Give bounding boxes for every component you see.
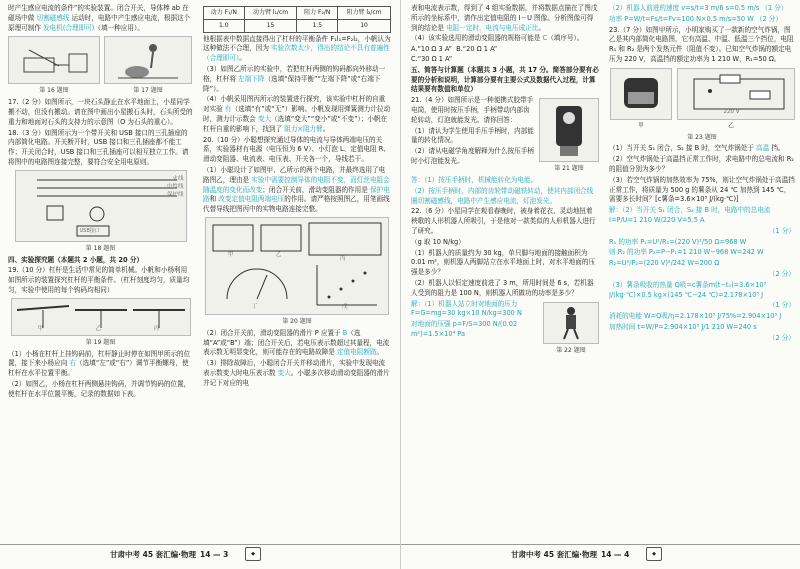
q21-text: 21.（4 分）如图所示是一种便携式胶带手电筒，使用时按压手柄，手柄带动内部齿轮转动，灯泡就能发光。请你回答： (411, 96, 534, 124)
fig21-caption: 第 21 题图 (554, 165, 584, 173)
figure-21 (539, 98, 599, 162)
column-4 (609, 4, 795, 532)
q19-2: （2）如图乙，小杨在杠杆两侧悬挂钩码，并调节钩码的位置，使杠杆在水平位置平衡，记录的数据如下表。 (8, 379, 191, 398)
air-fryer-icon (616, 72, 666, 116)
column-1 (8, 4, 193, 532)
q20-1: （1）小聪设计了如图甲、乙所示的两个电路，并最终选用了电路图乙，理由是 实验中需要控制导体的电阻不变，而灯丝电阻会随温度的变化而改变；闭合开关前，滑动变阻器的作用是 保护电路和 改变定值电阻两端电压的作用。请严格按照图乙，用笔画线代替导线把图丙中的实物电路连接完整。 (203, 165, 390, 214)
label-bing: 丙 (340, 255, 346, 262)
label-yi: 乙 (276, 251, 282, 258)
column-3 (411, 4, 599, 532)
person-lifting-rock (113, 40, 183, 80)
magnet-circuit-diagram (14, 40, 94, 80)
q21-2: （2）请从电磁学角度解释为什么按压手柄时小灯泡能发光。 (411, 147, 534, 165)
label-live-wire: 火线 (172, 175, 184, 182)
air-fryer-photo (610, 68, 672, 120)
fig17-caption: 第 17 题图 (133, 87, 163, 95)
hand-flashlight-photo (544, 102, 594, 158)
q22-answer-block (411, 300, 599, 358)
fig20-caption: 第 20 题图 (282, 317, 312, 325)
footer-title: 甘肃中考 45 套汇编·物理 (110, 549, 197, 559)
robot-dancing-photo (548, 305, 594, 341)
q22-given: （g 取 10 N/kg） (411, 237, 465, 246)
fig16-caption: 第 16 题图 (39, 87, 69, 95)
q22-2: （2）机器人以恒定速度前进了 3 m，所用时间是 6 s，若机器人受到的阻力是 100 N，则机器人所做功的功率是多少？ (411, 278, 594, 297)
q16-text: 时产生感应电流的条件”的实验装置。闭合开关，导体棒 ab 在磁场中做 切割磁感线 运动时，电路中产生感应电流，根据这个原理可制作 发电机(合理即可)（填一种应用）。 (8, 4, 191, 32)
q20-3-cont: 表和电流表示数，得到了 4 组实验数据，并将数据点描在了图戊所示的坐标系中，请作出定值电阻的 I－U 图像。分析图像可得到的结论是 电阻一定时，电流与电压成正比。 (411, 4, 598, 32)
q22-text: 22.（6 分）小星同学在观看春晚时，被身着花衣、灵动地扭着秧歌的人形机器人所吸引，于是他对一款类似的人形机器人进行了研究。 (411, 207, 596, 235)
label-wu: 戊 (342, 304, 348, 311)
q22-answer-1: 解：（1）机器人站立时对地面的压力 F=G=mg=30 kg×10 N/kg=300 N (411, 299, 522, 318)
q23-3: （3）若空气炸锅的加热效率为 75%，则让空气炸锅处于高温挡正常工作，将质量为 500 g 的薯条从 24 ℃ 加热到 145 ℃，需要多长时间？[c薯条=3.6×10³ J/(kg·℃)] (609, 175, 795, 204)
right-footer (401, 544, 800, 563)
q17-text: 17.（2 分）如图所示，一块石头静止在水平地面上，小星同学搬不动，但没有搬动。请在图中画出小星搬石头时，石头所受的重力和地面对石头的支持力的示意图（O 为石头的重心）。 (8, 98, 193, 126)
q22-1: （1）机器人的质量约为 30 kg，单只脚与地面的接触面积为 0.01 m²，则机器人两脚站立在水平地面上时，对水平地面的压强是多少？ (411, 248, 596, 277)
q22-answer-2: 对地面的压强 p=F/S=300 N/(0.02 m²)=1.5×10⁴ Pa (411, 320, 518, 338)
q20-3: （3）排除故障后，小聪闭合开关并移动滑片，实验中发现电流表示数变大时电压表示数 变大。小聪多次移动滑动变阻器的滑片并记下对应的电 (203, 359, 390, 387)
figure-17 (104, 36, 192, 84)
q19-4: （4）小帆采用图丙所示的装置进行探究，该实验中杠杆的自重对实验 有（选填“有”或“无”）影响。小帆发现用弹簧测力计拉动时，测力计示数会 变大（选填“变大”“变小”或“不变”）；小帆在杠杆自重的影响下，找到了 阻力×阻力臂。 (203, 95, 391, 133)
q21-block (411, 96, 599, 176)
circuit-and-graph-diagrams (207, 219, 387, 313)
label-neutral-wire: 中性线 (166, 183, 184, 190)
fig16-17-row (8, 34, 193, 98)
footer-page-number: 14 — 3 (200, 549, 229, 559)
publisher-logo-icon: ◆ (646, 547, 662, 561)
q20-text: 20.（10 分）小聪想探究通过导体的电流与导体两端电压的关系，实验器材有电源（电压恒为 6 V）、小灯泡 L、定值电阻 R、滑动变阻器、电流表、电压表、开关各一个，导线若干。 (203, 135, 390, 164)
q23-text: 23.（7 分）如图甲所示，小明家购买了一款新的空气炸锅，图乙是其内部简化电路图，它有高温、中温、低温三个挡位，电阻 R₁ 和 R₂ 是两个发热元件（阻值不变）。已知空气炸锅的额定电压为 220 V，高温挡的额定功率为 1 210 W，R₁=50 Ω。 (609, 25, 794, 63)
q22-answer-3: （2）机器人前进的速度 v=s/t=3 m/6 s=0.5 m/s （1 分） (609, 4, 788, 12)
voltage-label: 220 V (723, 108, 740, 115)
fig18-caption: 第 18 题图 (85, 244, 116, 252)
fig19-caption: 第 19 题图 (85, 338, 116, 346)
q23-1: （1）当开关 S₁ 闭合，S₂ 接 B 时，空气炸锅处于 高温 挡。 (609, 144, 785, 153)
left-footer (0, 544, 400, 563)
column-2 (203, 4, 391, 532)
right-page (400, 0, 800, 569)
label-bing: 丙 (153, 325, 160, 332)
q23-2: （2）空气炸锅处于高温挡正常工作时，求电路中的总电流和 R₂ 的阻值分别为多少？ (609, 155, 794, 173)
figure-23 (609, 66, 795, 122)
publisher-logo-icon: ◆ (245, 547, 261, 561)
figure-18 (15, 170, 187, 242)
q20-4-options: A.“10 Ω 3 A” B.“20 Ω 1 A” C.“30 Ω 1 A” (411, 45, 498, 63)
label-ground-wire: 保护线 (166, 191, 184, 198)
q19-1: （1）小杨在杠杆上挂钩码前，杠杆静止时停在如图甲所示的位置，接下来小杨应向 右（选填“左”或“右”）调节平衡螺母，使杠杆在水平位置平衡。 (8, 349, 191, 378)
label-usb: USB接口 (79, 227, 100, 234)
q21-answer-2: （2）按压手柄时，内部的齿轮带动磁铁转动，使其内部闭合线圈切割磁感线，电路中产生感应电流，灯泡发光。 (411, 186, 594, 205)
footer-page-number: 14 — 4 (601, 549, 630, 559)
q19-text: 19.（10 分）杠杆是生活中常见的简单机械。小帆和小杨利用如图所示的装置探究杠杆的平衡条件。（杠杆刻度均匀，质量均匀，实验中使用的每个钩码均相同） (8, 266, 190, 294)
q19-3: （3）如图乙所示的实验中，若把杠杆两侧的钩码都向外移动一格，杠杆将 左端下降（选填“保持平衡”“左端下降”或“右端下降”）。 (203, 64, 386, 93)
fig23-sublabels: 甲 乙 (638, 122, 734, 129)
fig22-caption: 第 22 题图 (556, 346, 586, 354)
lever-data-table: 动力 F₁/N 动力臂 l₁/cm 阻力 F₂/N 阻力臂 l₂/cm 1.0 15 1.5 10 (203, 6, 391, 33)
q23-answers: 解：（2）当开关 S₁ 闭合，S₂ 接 B 时，电路中的总电流 I=P/U=1 210 W/220 V=5.5 A （1 分） R₁ 的功率 P₁=U²/R₁=(220 V)²/50 Ω=968 W 则 R₂ 的功率 P₂=P−P₁=1 210 W−968 W=242 W R₂=U²/P₂=(220 V)²/242 W=200 Ω （2 分） （3）薯条吸收的热量 Q吸=c薯条m(t−t₀)=3.6×10³ J/(kg·℃)×0.5 kg×(145 ℃−24 ℃)=2.178×10⁵ J （1 分） 消耗的电能 W=Q吸/η=2.178×10⁵ J/75%=2.904×10⁵ J 加热时间 t=W/P=2.904×10⁵ J/1 210 W=240 s （2 分） (609, 206, 795, 342)
air-fryer-circuit (677, 68, 795, 120)
q22-answer-4: 功率 P=W/t=Fs/t=Fv=100 N×0.5 m/s=50 W （2 分） (609, 14, 782, 23)
socket-circuit-diagram (17, 172, 185, 240)
q20-4: （4）该实验选用的滑动变阻器的规格可能是 C（填序号）。 (411, 34, 584, 43)
footer-title: 甘肃中考 45 套汇编·物理 (511, 549, 598, 559)
figure-22 (543, 302, 599, 344)
q21-1: （1）请认为学生使用手压手柄时，内部能量的转化情况。 (411, 126, 534, 145)
figure-16 (8, 36, 100, 84)
label-jia: 甲 (228, 251, 234, 258)
q21-answer-1: 答：（1）按压手柄时，机械能转化为电能。 (411, 175, 538, 184)
section-4-title: 四、实验探究题（本题共 2 小题，共 20 分） (8, 255, 144, 264)
label-ding: 丁 (252, 304, 258, 311)
q19-2-cont: 他根据表中数据直接得出了杠杆的平衡条件 F₁l₁=F₂l₂，小帆认为这种做法不合理，因为 实验次数太少，得出的结论不具有普遍性（合理即可）。 (203, 34, 391, 63)
q20-2: （2）闭合开关前，滑动变阻器的滑片 P 应置于 B（选填“A”或“B”）端；闭合开关后，若电压表示数超过其量程，电流表示数无明显变化，则可能存在的电路故障是 定值电阻断路。 (203, 328, 390, 357)
fig23-caption: 第 23 题图 (687, 133, 717, 141)
q18-text: 18.（3 分）如图所示为一个带开关和 USB 接口的三孔插座的内部简化电路。开关断开时，USB 接口和三孔插座都不能工作；开关闭合时，USB 接口和三孔插座可以相互独立工作。请将图中的电路图连接完整，要符合安全用电原则。 (8, 128, 189, 166)
figure-19 (11, 298, 191, 336)
label-jia: 甲 (37, 325, 44, 332)
figure-20 (205, 217, 389, 315)
section-5-title: 五、简答与计算题（本题共 3 小题，共 17 分。简答部分要有必要的分析和说明，计算部分要有主要公式及数据代入过程，计算结果要有数值和单位） (411, 65, 599, 94)
label-yi: 乙 (95, 325, 102, 332)
